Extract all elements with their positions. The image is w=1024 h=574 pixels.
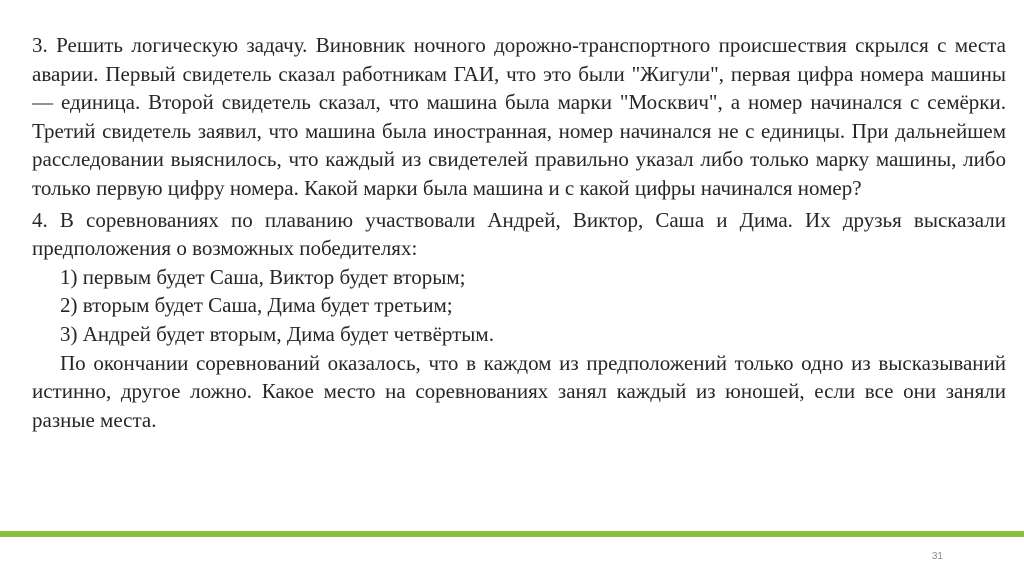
assumption-2: 2) вторым будет Саша, Дима будет третьим;: [60, 293, 453, 318]
footer-accent-bar: [0, 531, 1024, 537]
task-4-intro: 4. В соревнованиях по плаванию участвовали Андрей, Виктор, Саша и Дима. Их друзья высказали предположения о возможных победителях:: [32, 207, 1006, 261]
slide-body: [32, 31, 1006, 434]
assumption-3: 3) Андрей будет вторым, Дима будет четвёртым.: [60, 321, 494, 346]
task-4-question: По окончании соревнований оказалось, что в каждом из предположений только одно из высказываний истинно, другое ложно. Какое место на соревнованиях занял каждый из юношей, если все они заняли разные места.: [32, 350, 1006, 432]
slide-number: 31: [931, 551, 943, 562]
task-3-paragraph: 3. Решить логическую задачу. Виновник ночного дорожно-транспортного происшествия скрылся с места аварии. Первый свидетель сказал работникам ГАИ, что это были "Жигули", первая цифра номера машины — единица. Второй свидетель сказал, что машина была марки "Москвич", а номер начинался с семёрки. Третий свидетель заявил, что машина была иностранная, номер начинался не с единицы. При дальнейшем расследовании выяснилось, что каждый из свидетелей правильно указал либо только марку машины, либо только первую цифру номера. Какой марки была машина и с какой цифры начинался номер?: [32, 33, 1006, 200]
assumption-1: 1) первым будет Саша, Виктор будет вторым;: [60, 264, 466, 289]
